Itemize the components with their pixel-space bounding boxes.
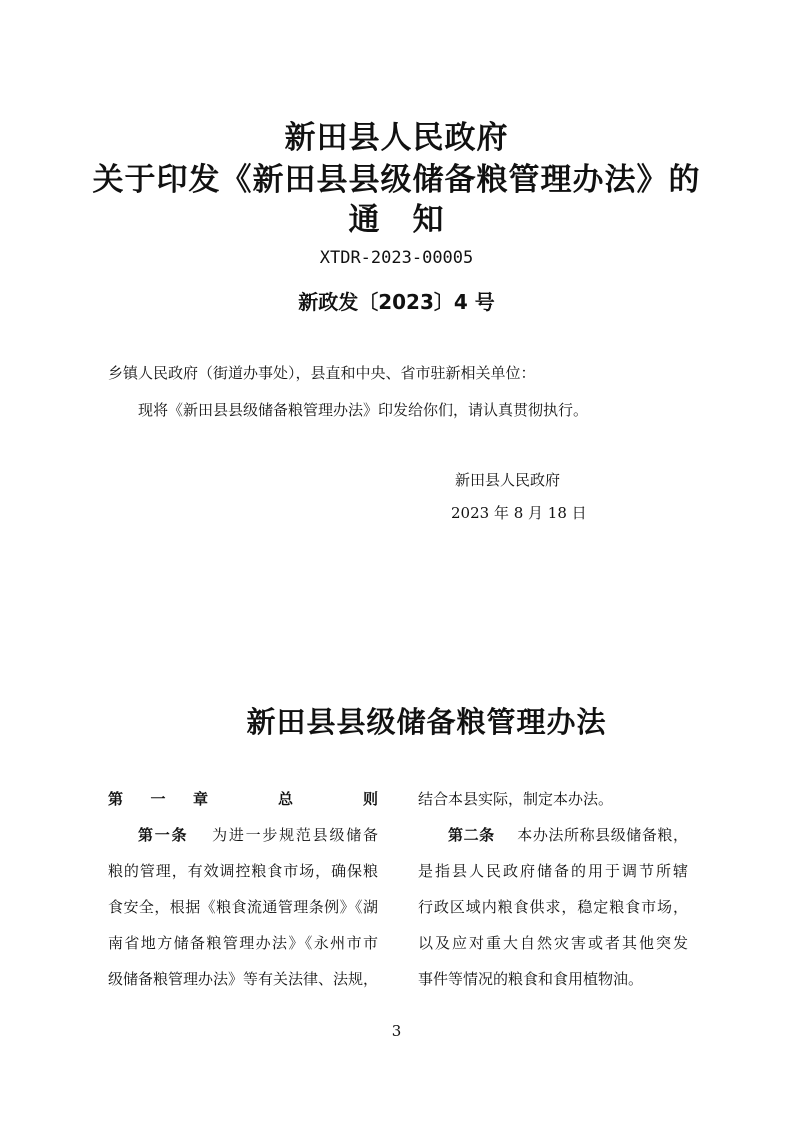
article-1-continued: 结合本县实际，制定本办法。 <box>418 790 614 808</box>
issue-date: 2023 年 8 月 18 日 <box>451 504 587 522</box>
article-2-line: 是指县人民政府储备的用于调节所辖 <box>418 862 688 880</box>
article-2-line: 以及应对重大自然灾害或者其他突发 <box>418 934 688 952</box>
right-column <box>418 781 688 997</box>
article-1-line: 粮的管理，有效调控粮食市场，确保粮 <box>108 862 378 880</box>
notice-body: 现将《新田县县级储备粮管理办法》印发给你们，请认真贯彻执行。 <box>138 401 589 419</box>
article-1-line: 食安全，根据《粮食流通管理条例》《湖 <box>108 898 378 916</box>
notice-title-line-2: 关于印发《新田县县级储备粮管理办法》的 <box>92 162 701 198</box>
chapter-heading: 第一章 总 则 <box>108 790 378 808</box>
regulation-title: 新田县县级储备粮管理办法 <box>246 705 607 739</box>
article-1-line: 南省地方储备粮管理办法》《永州市市 <box>108 934 378 952</box>
issuer-signature: 新田县人民政府 <box>455 471 561 489</box>
article-1-line: 级储备粮管理办法》等有关法律、法规， <box>108 970 379 988</box>
article-1-label: 第一条 <box>138 826 189 844</box>
article-2-line: 事件等情况的粮食和食用植物油。 <box>418 970 644 988</box>
left-column <box>108 781 378 997</box>
page-number: 3 <box>391 1022 402 1040</box>
notice-title-line-1: 新田县人民政府 <box>284 120 509 156</box>
article-2-line <box>418 817 688 853</box>
article-2-label: 第二条 <box>448 826 495 844</box>
document-code: XTDR-2023-00005 <box>319 248 474 268</box>
notice-recipients: 乡镇人民政府（街道办事处），县直和中央、省市驻新相关单位： <box>108 364 536 382</box>
document-number: 新政发〔2023〕4 号 <box>298 290 495 314</box>
article-1-text: 为进一步规范县级储备 <box>210 826 378 844</box>
notice-title-line-3: 通 知 <box>348 202 445 238</box>
article-1-line <box>108 817 378 853</box>
article-2-line: 行政区域内粮食供求，稳定粮食市场， <box>418 898 688 916</box>
article-2-text: 本办法所称县级储备粮， <box>516 826 688 844</box>
